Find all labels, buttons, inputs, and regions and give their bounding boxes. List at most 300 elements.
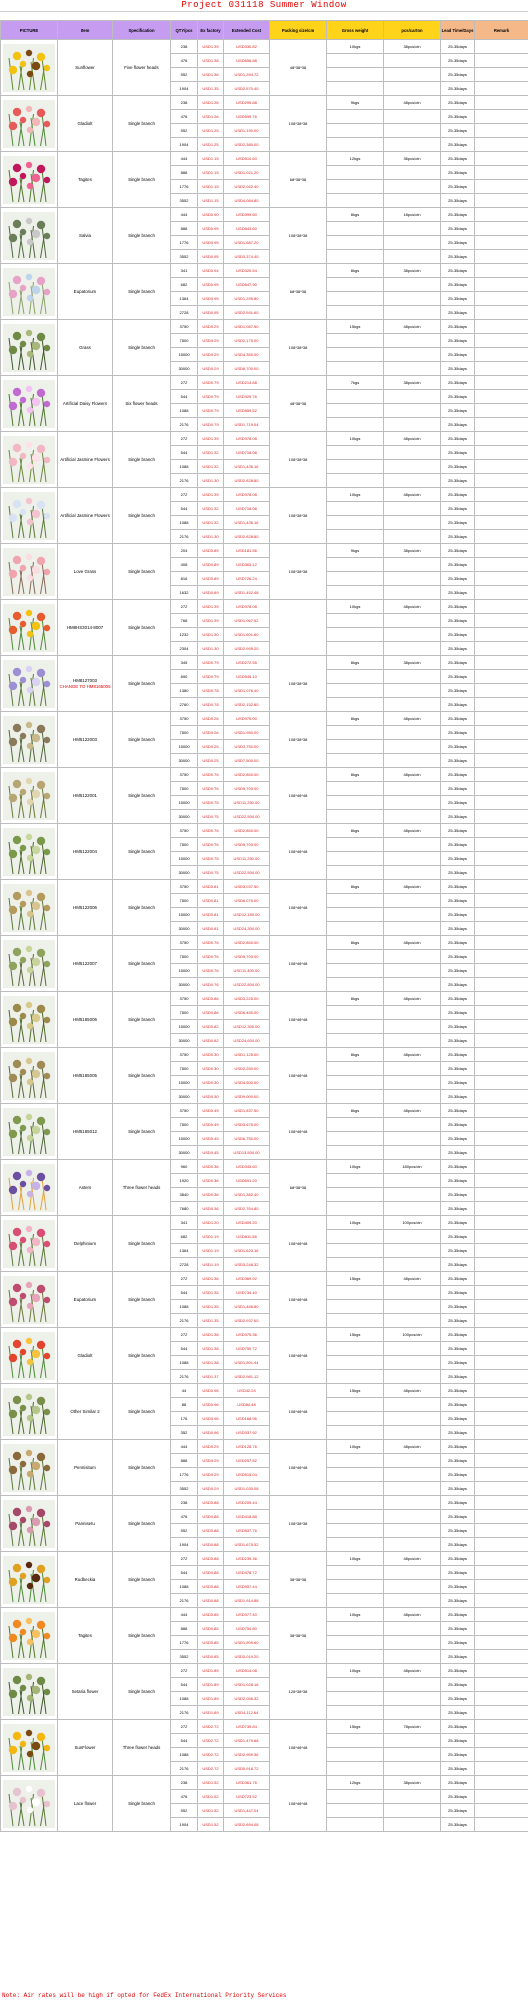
product-photo	[3, 100, 55, 148]
pcs-carton-cell	[384, 1426, 441, 1440]
lead-time-cell: 25-35days	[441, 362, 475, 376]
gross-weight-cell: 15kgs	[327, 1720, 384, 1734]
item-label: Artificial Jasmine Flowers	[60, 456, 110, 462]
remark-cell	[475, 278, 528, 292]
lead-time-cell: 25-35days	[441, 1818, 475, 1832]
lead-time-cell: 25-35days	[441, 908, 475, 922]
ex-factory-cell: USD0.85	[198, 1622, 224, 1636]
ex-factory-cell: USD1.15	[198, 180, 224, 194]
ex-factory-cell: USD0.29	[198, 348, 224, 362]
remark-cell	[475, 712, 528, 726]
qty-cell: 1776	[171, 236, 198, 250]
pcs-carton-cell	[384, 1818, 441, 1832]
qty-cell: 272	[171, 488, 198, 502]
lead-time-cell: 25-35days	[441, 194, 475, 208]
item-label: HM5165012	[73, 1128, 97, 1134]
pcs-carton-cell: 48pcs/ctn	[384, 824, 441, 838]
gross-weight-cell	[327, 866, 384, 880]
lead-time-cell: 25-35days	[441, 1552, 475, 1566]
pcs-carton-cell	[384, 782, 441, 796]
extended-cost-cell: USD718.08	[224, 446, 270, 460]
table-row	[1, 1720, 528, 1734]
pcs-carton-cell	[384, 1468, 441, 1482]
ex-factory-cell: USD1.32	[198, 460, 224, 474]
table-row	[1, 1328, 528, 1342]
table-row	[1, 1664, 528, 1678]
gross-weight-cell	[327, 250, 384, 264]
gross-weight-cell	[327, 1524, 384, 1538]
product-photo	[3, 44, 55, 92]
product-specification: Single branch	[113, 1440, 171, 1496]
qty-cell: 30000	[171, 810, 198, 824]
qty-cell: 544	[171, 446, 198, 460]
ex-factory-cell: USD0.76	[198, 782, 224, 796]
remark-cell	[475, 1216, 528, 1230]
packing-size-cell: 108*48*48	[270, 768, 327, 824]
product-photo	[3, 604, 55, 652]
qty-cell: 1904	[171, 138, 198, 152]
remark-cell	[475, 362, 528, 376]
lead-time-cell: 25-35days	[441, 1090, 475, 1104]
ex-factory-cell: USD1.52	[198, 1790, 224, 1804]
qty-cell: 7680	[171, 1202, 198, 1216]
product-picture	[1, 152, 58, 208]
table-row	[1, 1552, 528, 1566]
gross-weight-cell	[327, 586, 384, 600]
extended-cost-cell: USD4,500.00	[224, 1076, 270, 1090]
qty-cell: 1904	[171, 1538, 198, 1552]
extended-cost-cell: USD2,175.00	[224, 334, 270, 348]
ex-factory-cell: USD0.45	[198, 1132, 224, 1146]
lead-time-cell: 25-35days	[441, 138, 475, 152]
remark-cell	[475, 40, 528, 54]
lead-time-cell: 25-35days	[441, 124, 475, 138]
gross-weight-cell	[327, 908, 384, 922]
pcs-carton-cell	[384, 54, 441, 68]
lead-time-cell: 25-35days	[441, 1790, 475, 1804]
extended-cost-cell: USD3,750.00	[224, 740, 270, 754]
pcs-carton-cell	[384, 1370, 441, 1384]
qty-cell: 3750	[171, 992, 198, 1006]
product-picture	[1, 376, 58, 432]
item-label: Rudbeckia	[74, 1576, 96, 1582]
ex-factory-cell: USD1.19	[198, 1258, 224, 1272]
remark-cell	[475, 1748, 528, 1762]
qty-cell: 1232	[171, 628, 198, 642]
product-specification: Five flower heads	[113, 40, 171, 96]
packing-size-cell: 108*38*38	[270, 1496, 327, 1552]
pcs-carton-cell: 38pcs/ctn	[384, 264, 441, 278]
gross-weight-cell	[327, 1202, 384, 1216]
gross-weight-cell	[327, 54, 384, 68]
table-row	[1, 824, 528, 838]
remark-cell	[475, 1608, 528, 1622]
remark-cell	[475, 1636, 528, 1650]
lead-time-cell: 25-35days	[441, 852, 475, 866]
product-picture	[1, 824, 58, 880]
pcs-carton-cell	[384, 1062, 441, 1076]
lead-time-cell: 25-35days	[441, 1440, 475, 1454]
ex-factory-cell: USD0.88	[198, 1510, 224, 1524]
lead-time-cell: 25-35days	[441, 740, 475, 754]
footer-note: Note: Air rates will be high if opted for FedEx International Priority Services	[2, 1992, 287, 1999]
ex-factory-cell: USD1.30	[198, 474, 224, 488]
gross-weight-cell	[327, 1286, 384, 1300]
product-photo	[3, 1668, 55, 1716]
product-item-name	[58, 432, 113, 488]
qty-cell: 544	[171, 390, 198, 404]
ex-factory-cell: USD0.29	[198, 1454, 224, 1468]
pcs-carton-cell	[384, 922, 441, 936]
gross-weight-cell	[327, 292, 384, 306]
packing-size-cell: 108*38*38	[270, 544, 327, 600]
extended-cost-cell: USD656.88	[224, 54, 270, 68]
lead-time-cell: 25-35days	[441, 936, 475, 950]
product-photo	[3, 436, 55, 484]
product-picture	[1, 320, 58, 376]
ex-factory-cell: USD0.95	[198, 306, 224, 320]
item-label: Lace flower	[73, 1800, 97, 1806]
qty-cell: 30000	[171, 754, 198, 768]
item-label: Pannisetu	[75, 1520, 95, 1526]
product-picture	[1, 1328, 58, 1384]
ex-factory-cell: USD0.95	[198, 236, 224, 250]
qty-cell: 2176	[171, 530, 198, 544]
extended-cost-cell: USD377.40	[224, 1608, 270, 1622]
product-picture	[1, 600, 58, 656]
remark-cell	[475, 334, 528, 348]
pcs-carton-cell: 48pcs/ctn	[384, 1440, 441, 1454]
extended-cost-cell: USD1,601.60	[224, 628, 270, 642]
lead-time-cell: 25-35days	[441, 1398, 475, 1412]
gross-weight-cell: 10kgs	[327, 1216, 384, 1230]
pcs-carton-cell	[384, 1202, 441, 1216]
pcs-carton-cell	[384, 1006, 441, 1020]
qty-cell: 544	[171, 1678, 198, 1692]
ex-factory-cell: USD0.88	[198, 1496, 224, 1510]
qty-cell: 15000	[171, 1020, 198, 1034]
pcs-carton-cell: 48pcs/ctn	[384, 600, 441, 614]
gross-weight-cell	[327, 1566, 384, 1580]
extended-cost-cell: USD2,828.80	[224, 530, 270, 544]
pcs-carton-cell	[384, 1398, 441, 1412]
remark-cell	[475, 1118, 528, 1132]
gross-weight-cell	[327, 1762, 384, 1776]
remark-cell	[475, 306, 528, 320]
item-label: HM5122007	[73, 960, 97, 966]
remark-cell	[475, 264, 528, 278]
lead-time-cell: 25-35days	[441, 572, 475, 586]
qty-cell: 341	[171, 264, 198, 278]
gross-weight-cell	[327, 362, 384, 376]
pcs-carton-cell	[384, 1636, 441, 1650]
product-item-name	[58, 264, 113, 320]
table-row	[1, 1216, 528, 1230]
extended-cost-cell: USD599.76	[224, 110, 270, 124]
product-picture	[1, 1496, 58, 1552]
remark-cell	[475, 1538, 528, 1552]
qty-cell: 15000	[171, 1076, 198, 1090]
product-item-name	[58, 1552, 113, 1608]
gross-weight-cell	[327, 1538, 384, 1552]
product-picture	[1, 1160, 58, 1216]
qty-cell: 1088	[171, 404, 198, 418]
ex-factory-cell: USD0.88	[198, 1552, 224, 1566]
qty-cell: 3552	[171, 250, 198, 264]
qty-cell: 1088	[171, 1300, 198, 1314]
packing-size-cell: 108*38*38	[270, 96, 327, 152]
header-item: Item	[58, 21, 113, 40]
product-picture	[1, 712, 58, 768]
lead-time-cell: 25-35days	[441, 502, 475, 516]
gross-weight-cell	[327, 922, 384, 936]
extended-cost-cell: USD975.00	[224, 712, 270, 726]
product-photo	[3, 212, 55, 260]
header-remark: Remark	[475, 21, 528, 40]
lead-time-cell: 25-35days	[441, 376, 475, 390]
ex-factory-cell: USD1.30	[198, 642, 224, 656]
pcs-carton-cell: 48pcs/ctn	[384, 936, 441, 950]
gross-weight-cell	[327, 1006, 384, 1020]
pcs-carton-cell: 48pcs/ctn	[384, 1552, 441, 1566]
extended-cost-cell: USD2,250.00	[224, 1062, 270, 1076]
extended-cost-cell: USD739.84	[224, 1720, 270, 1734]
product-item-name	[58, 1104, 113, 1160]
product-item-name	[58, 1496, 113, 1552]
remark-cell	[475, 516, 528, 530]
qty-cell: 952	[171, 124, 198, 138]
table-row	[1, 1776, 528, 1790]
qty-cell: 7500	[171, 334, 198, 348]
product-photo	[3, 660, 55, 708]
remark-cell	[475, 740, 528, 754]
pcs-carton-cell	[384, 1706, 441, 1720]
product-picture	[1, 656, 58, 712]
lead-time-cell: 25-35days	[441, 768, 475, 782]
table-row	[1, 1496, 528, 1510]
ex-factory-cell: USD1.30	[198, 530, 224, 544]
lead-time-cell: 25-35days	[441, 418, 475, 432]
gross-weight-cell	[327, 1398, 384, 1412]
lead-time-cell: 25-35days	[441, 54, 475, 68]
remark-cell	[475, 1160, 528, 1174]
lead-time-cell: 25-35days	[441, 1636, 475, 1650]
gross-weight-cell	[327, 1076, 384, 1090]
lead-time-cell: 25-35days	[441, 1258, 475, 1272]
product-photo	[3, 1220, 55, 1268]
item-label: SunFlower	[74, 1744, 96, 1750]
remark-cell	[475, 68, 528, 82]
ex-factory-cell: USD1.32	[198, 502, 224, 516]
pcs-carton-cell	[384, 1034, 441, 1048]
remark-cell	[475, 838, 528, 852]
item-label: Sunflower	[75, 64, 95, 70]
item-label: HM8127003	[73, 677, 97, 683]
extended-cost-cell: USD1,125.00	[224, 1048, 270, 1062]
extended-cost-cell: USD3,019.20	[224, 1650, 270, 1664]
packing-size-cell: 108*48*48	[270, 936, 327, 992]
lead-time-cell: 25-35days	[441, 390, 475, 404]
gross-weight-cell	[327, 1342, 384, 1356]
qty-cell: 888	[171, 1454, 198, 1468]
gross-weight-cell	[327, 1314, 384, 1328]
remark-cell	[475, 1300, 528, 1314]
remark-cell	[475, 418, 528, 432]
product-picture	[1, 1552, 58, 1608]
pcs-carton-cell	[384, 236, 441, 250]
ex-factory-cell: USD1.39	[198, 432, 224, 446]
pcs-carton-cell	[384, 1356, 441, 1370]
remark-cell	[475, 180, 528, 194]
gross-weight-cell	[327, 180, 384, 194]
item-label: Setaria flower	[71, 1688, 99, 1694]
gross-weight-cell: 15kgs	[327, 1384, 384, 1398]
ex-factory-cell: USD0.29	[198, 334, 224, 348]
ex-factory-cell: USD0.89	[198, 544, 224, 558]
qty-cell: 238	[171, 1496, 198, 1510]
pcs-carton-cell: 48pcs/ctn	[384, 880, 441, 894]
product-photo	[3, 548, 55, 596]
ex-factory-cell: USD0.88	[198, 1580, 224, 1594]
lead-time-cell: 25-35days	[441, 1734, 475, 1748]
qty-cell: 238	[171, 1776, 198, 1790]
pcs-carton-cell	[384, 1678, 441, 1692]
item-label: Salvia	[79, 232, 91, 238]
remark-cell	[475, 1272, 528, 1286]
lead-time-cell: 25-35days	[441, 1286, 475, 1300]
remark-cell	[475, 1818, 528, 1832]
lead-time-cell: 25-35days	[441, 782, 475, 796]
qty-cell: 2176	[171, 1706, 198, 1720]
pcs-carton-cell: 48pcs/ctn	[384, 992, 441, 1006]
product-specification: Three flower heads	[113, 1160, 171, 1216]
lead-time-cell: 25-35days	[441, 1132, 475, 1146]
gross-weight-cell	[327, 1468, 384, 1482]
lead-time-cell: 25-35days	[441, 250, 475, 264]
item-label: Artificial Jasmine Flowers	[60, 512, 110, 518]
product-item-name	[58, 1272, 113, 1328]
product-photo	[3, 1052, 55, 1100]
ex-factory-cell: USD1.30	[198, 628, 224, 642]
remark-cell	[475, 1384, 528, 1398]
lead-time-cell: 25-35days	[441, 334, 475, 348]
remark-cell	[475, 138, 528, 152]
header-specification: Specification	[113, 21, 171, 40]
extended-cost-cell: USD734.40	[224, 1286, 270, 1300]
ex-factory-cell: USD2.72	[198, 1720, 224, 1734]
pcs-carton-cell	[384, 1594, 441, 1608]
table-row	[1, 264, 528, 278]
remark-cell	[475, 530, 528, 544]
gross-weight-cell	[327, 754, 384, 768]
table-row	[1, 992, 528, 1006]
qty-cell: 1380	[171, 684, 198, 698]
product-specification: Single branch	[113, 544, 171, 600]
pcs-carton-cell: 48pcs/ctn	[384, 488, 441, 502]
lead-time-cell: 25-35days	[441, 1384, 475, 1398]
extended-cost-cell: USD957.44	[224, 1580, 270, 1594]
gross-weight-cell: 8kgs	[327, 712, 384, 726]
pcs-carton-cell	[384, 1692, 441, 1706]
product-item-name	[58, 40, 113, 96]
gross-weight-cell: 12kgs	[327, 152, 384, 166]
ex-factory-cell: USD0.86	[198, 992, 224, 1006]
extended-cost-cell: USD478.72	[224, 1566, 270, 1580]
gross-weight-cell	[327, 1748, 384, 1762]
ex-factory-cell: USD0.30	[198, 1090, 224, 1104]
product-item-name	[58, 600, 113, 656]
pcs-carton-cell	[384, 1090, 441, 1104]
table-row	[1, 1440, 528, 1454]
extended-cost-cell: USD4,350.00	[224, 348, 270, 362]
extended-cost-cell: USD3,675.00	[224, 1118, 270, 1132]
remark-cell	[475, 460, 528, 474]
extended-cost-cell: USD647.90	[224, 278, 270, 292]
remark-cell	[475, 978, 528, 992]
gross-weight-cell	[327, 782, 384, 796]
product-picture	[1, 208, 58, 264]
product-picture	[1, 1720, 58, 1776]
qty-cell: 690	[171, 670, 198, 684]
lead-time-cell: 25-35days	[441, 698, 475, 712]
lead-time-cell: 25-35days	[441, 1356, 475, 1370]
qty-cell: 1904	[171, 82, 198, 96]
ex-factory-cell: USD0.95	[198, 278, 224, 292]
product-picture	[1, 432, 58, 488]
product-specification: Single branch	[113, 712, 171, 768]
ex-factory-cell: USD1.39	[198, 600, 224, 614]
extended-cost-cell: USD24,300.00	[224, 922, 270, 936]
qty-cell: 476	[171, 1790, 198, 1804]
gross-weight-cell: 10kgs	[327, 1440, 384, 1454]
gross-weight-cell	[327, 558, 384, 572]
qty-cell: 1088	[171, 1580, 198, 1594]
lead-time-cell: 25-35days	[441, 1426, 475, 1440]
pcs-carton-cell: 38pcs/ctn	[384, 656, 441, 670]
lead-time-cell: 25-35days	[441, 1566, 475, 1580]
gross-weight-cell	[327, 1230, 384, 1244]
pcs-carton-cell	[384, 1482, 441, 1496]
gross-weight-cell	[327, 1020, 384, 1034]
gross-weight-cell	[327, 1650, 384, 1664]
remark-cell	[475, 1454, 528, 1468]
pcs-carton-cell	[384, 446, 441, 460]
pcs-carton-cell	[384, 1258, 441, 1272]
table-row	[1, 96, 528, 110]
extended-cost-cell: USD11,250.00	[224, 796, 270, 810]
lead-time-cell: 25-35days	[441, 1118, 475, 1132]
lead-time-cell: 25-35days	[441, 978, 475, 992]
pcs-carton-cell	[384, 530, 441, 544]
pcs-carton-cell	[384, 1342, 441, 1356]
ex-factory-cell: USD0.82	[198, 1020, 224, 1034]
product-photo	[3, 828, 55, 876]
extended-cost-cell: USD4,084.80	[224, 194, 270, 208]
qty-cell: 44	[171, 1384, 198, 1398]
pcs-carton-cell	[384, 1622, 441, 1636]
ex-factory-cell: USD0.76	[198, 964, 224, 978]
lead-time-cell: 25-35days	[441, 810, 475, 824]
gross-weight-cell: 8kgs	[327, 824, 384, 838]
remark-cell	[475, 782, 528, 796]
gross-weight-cell	[327, 418, 384, 432]
ex-factory-cell: USD1.52	[198, 1804, 224, 1818]
extended-cost-cell: USD369.92	[224, 1272, 270, 1286]
gross-weight-cell: 15kgs	[327, 1328, 384, 1342]
ex-factory-cell: USD0.96	[198, 1426, 224, 1440]
remark-cell	[475, 1314, 528, 1328]
ex-factory-cell: USD2.72	[198, 1734, 224, 1748]
